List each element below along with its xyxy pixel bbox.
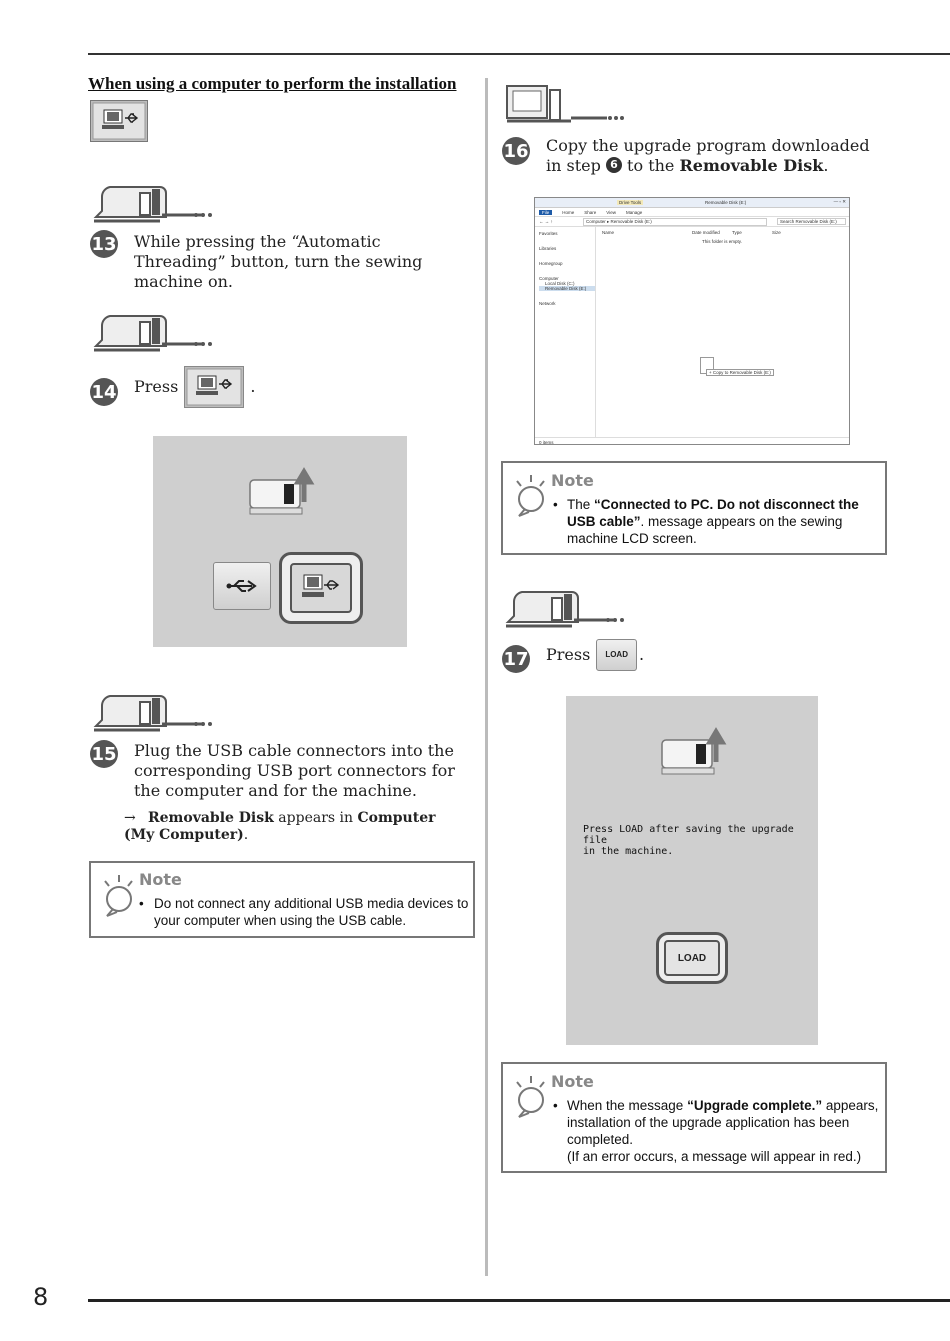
menu-view[interactable]: View (606, 209, 616, 215)
usb-icon (226, 578, 258, 594)
note-pre: When the message (567, 1098, 688, 1113)
col-size[interactable]: Size (772, 230, 781, 235)
machine-upload-icon (248, 462, 318, 518)
removable-disk-label: Removable Disk (679, 156, 824, 175)
step-16-text (546, 136, 876, 176)
menu-share[interactable]: Share (584, 209, 597, 215)
col-date[interactable]: Date modified (692, 230, 720, 235)
result-bold-2: Computer (My Computer) (124, 810, 436, 843)
page-number: 8 (33, 1283, 49, 1311)
column-divider (485, 78, 488, 1276)
step-13-number: 13 (90, 230, 118, 258)
explorer-window (534, 197, 850, 445)
lcd-usb-panel (153, 436, 407, 647)
pc-connect-button[interactable] (184, 366, 244, 408)
note-box-connected (501, 461, 887, 555)
window-title: Removable Disk (E:) (705, 200, 747, 205)
computer-usb-icon (90, 100, 148, 142)
lcd-message-line-2: in the machine. (583, 846, 674, 857)
note-text (551, 1097, 879, 1165)
step-16-text-b: to the (627, 156, 675, 175)
result-end: . (243, 827, 249, 843)
note-bullet: • (553, 1098, 558, 1113)
step-14-number: 14 (90, 378, 118, 406)
note-bold: “Upgrade complete.” (687, 1098, 823, 1113)
note-text (139, 895, 469, 929)
nav-libraries[interactable]: Libraries (539, 246, 557, 251)
step-6-ref: 6 (606, 157, 622, 173)
step-13-text: While pressing the “Automatic Threading” button, turn the sewing machine on. (134, 232, 423, 291)
sewing-machine-icon (92, 183, 212, 225)
note-title: Note (551, 471, 594, 490)
note-post: . message appears on the sewing machine LCD screen. (567, 514, 843, 546)
lightbulb-icon (511, 1074, 547, 1118)
step-14-text (134, 366, 255, 408)
top-rule (88, 53, 950, 55)
status-bar (535, 437, 849, 446)
step-15-text: Plug the USB cable connectors into the corresponding USB port connectors for the computer and for the machine. (134, 741, 455, 800)
ribbon-tab-label: Drive Tools (619, 200, 642, 205)
menu-manage[interactable]: Manage (625, 209, 643, 215)
note-title: Note (551, 1072, 594, 1091)
step-15-number: 15 (90, 740, 118, 768)
empty-folder-text: This folder is empty. (702, 239, 742, 244)
load-button-inline[interactable]: LOAD (596, 639, 637, 671)
lcd-load-panel (566, 696, 818, 1045)
load-button-highlighted[interactable] (656, 932, 728, 984)
lcd-message (583, 824, 813, 857)
sewing-machine-icon (92, 312, 212, 354)
note-bullet-text: Do not connect any additional USB media devices to your computer when using the USB cable. (154, 896, 469, 928)
bottom-rule (88, 1299, 950, 1302)
step-17-period: . (638, 645, 645, 664)
step-16-number: 16 (502, 137, 530, 165)
nav-local-disk[interactable]: Local Disk (C:) (545, 281, 575, 286)
content-pane (596, 227, 849, 437)
note-bold: “Connected to PC. Do not disconnect the USB cable” (567, 497, 859, 529)
load-label: LOAD (664, 940, 720, 976)
lightbulb-icon (511, 473, 547, 517)
step-17-text (546, 643, 644, 667)
note-pre: The (567, 497, 595, 512)
menu-file[interactable]: File (539, 210, 552, 215)
step-16-end: . (823, 156, 829, 175)
pc-usb-button-highlighted[interactable] (279, 552, 363, 624)
step-15-result (124, 810, 444, 844)
note-text (551, 496, 877, 547)
nav-computer[interactable]: Computer (539, 276, 559, 281)
step-17-number: 17 (502, 645, 530, 673)
note-bullet: • (553, 497, 558, 512)
note-title: Note (139, 870, 182, 889)
usb-media-button[interactable] (213, 562, 271, 610)
nav-removable-disk[interactable]: Removable Disk (E:) (539, 286, 595, 291)
nav-pane (535, 227, 596, 437)
result-arrow: → (124, 810, 136, 826)
step-14-press-label: Press (134, 377, 179, 396)
nav-arrows[interactable]: ← → ↑ (539, 219, 553, 224)
window-controls[interactable]: — ▫ ✕ (833, 199, 846, 204)
drag-tooltip: + Copy to Removable Disk (E:) (706, 369, 774, 376)
sewing-machine-icon (92, 692, 212, 734)
nav-homegroup[interactable]: Homegroup (539, 261, 563, 266)
nav-favorites[interactable]: Favorites (539, 231, 558, 236)
step-17-press-label: Press (546, 645, 591, 664)
menu-home[interactable]: Home (562, 209, 575, 215)
lightbulb-icon (99, 873, 135, 917)
result-bold-1: Removable Disk (148, 810, 274, 826)
result-mid: appears in (273, 810, 358, 826)
col-name[interactable]: Name (602, 230, 615, 235)
section-title: When using a computer to perform the installation (88, 74, 457, 93)
address-bar[interactable]: Computer ▸ Removable Disk (E:) (583, 218, 767, 226)
machine-upload-icon (660, 722, 730, 778)
step-16-text-a: Copy the upgrade program downloaded in step (546, 136, 870, 175)
status-items: 0 items (539, 439, 554, 445)
lcd-message-line-1: Press LOAD after saving the upgrade file (583, 824, 794, 846)
computer-icon (505, 84, 625, 124)
note-box-complete (501, 1062, 887, 1173)
nav-network[interactable]: Network (539, 301, 556, 306)
note-box-usb (89, 861, 475, 938)
step-14-period: . (250, 377, 256, 396)
note-bullet: • (139, 896, 144, 911)
note-post: appears, installation of the upgrade application has been completed. (567, 1098, 879, 1147)
search-box[interactable]: Search Removable Disk (E:) (777, 218, 846, 225)
col-type[interactable]: Type (732, 230, 742, 235)
note-line-2: (If an error occurs, a message will appear in red.) (567, 1149, 862, 1164)
sewing-machine-icon (504, 588, 624, 630)
